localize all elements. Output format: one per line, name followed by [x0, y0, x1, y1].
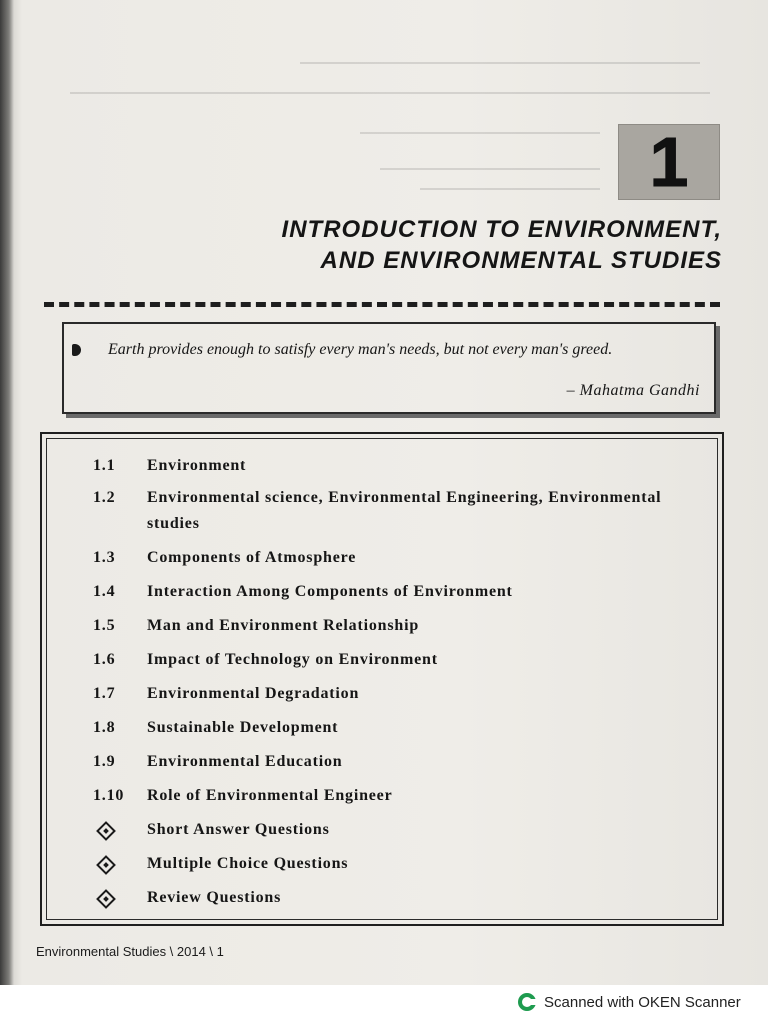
quote-bullet-icon — [72, 344, 81, 356]
toc-item-label: Environmental Education — [147, 753, 343, 770]
oken-logo-icon — [518, 993, 536, 1011]
bleed-through-line — [420, 188, 600, 190]
toc-extra-label: Multiple Choice Questions — [147, 855, 349, 872]
page-fold-shadow — [0, 0, 14, 985]
toc-item-number: 1.6 — [93, 651, 116, 668]
dashed-divider — [44, 302, 720, 307]
chapter-number-box — [618, 124, 720, 200]
toc-item-number: 1.9 — [93, 753, 116, 770]
toc-item-number: 1.1 — [93, 457, 116, 474]
scanner-watermark-text: Scanned with OKEN Scanner — [544, 993, 741, 1011]
diamond-bullet-icon — [96, 855, 116, 875]
toc-item-label: Impact of Technology on Environment — [147, 651, 438, 668]
quote-box — [62, 322, 716, 414]
scanner-watermark — [518, 990, 741, 1014]
toc-item-label: Environmental science, Environmental Engineering, Environmental studies — [147, 489, 662, 532]
table-of-contents-inner-border — [46, 438, 718, 920]
toc-item-label: Components of Atmosphere — [147, 549, 357, 566]
chapter-title — [282, 214, 722, 276]
toc-item-number: 1.4 — [93, 583, 116, 600]
toc-item-number: 1.7 — [93, 685, 116, 702]
bleed-through-line — [300, 62, 700, 64]
toc-item-label: Man and Environment Relationship — [147, 617, 420, 634]
quote-author: – Mahatma Gandhi — [566, 382, 700, 399]
toc-item-label: Environment — [147, 457, 247, 474]
toc-item-number: 1.8 — [93, 719, 116, 736]
quote-text: Earth provides enough to satisfy every man's needs, but not every man's greed. — [108, 341, 613, 358]
chapter-title-line-1: INTRODUCTION TO ENVIRONMENT, — [281, 216, 722, 243]
bleed-through-line — [380, 168, 600, 170]
toc-extra-label: Review Questions — [147, 889, 282, 906]
toc-extra-label: Short Answer Questions — [147, 821, 330, 838]
bleed-through-line — [360, 132, 600, 134]
toc-item-label: Environmental Degradation — [147, 685, 360, 702]
diamond-bullet-icon — [96, 821, 116, 841]
page-footer: Environmental Studies \ 2014 \ 1 — [36, 944, 224, 959]
toc-item-label: Interaction Among Components of Environment — [147, 583, 513, 600]
table-of-contents — [40, 432, 724, 926]
toc-item-label: Sustainable Development — [147, 719, 339, 736]
toc-item-number: 1.2 — [93, 489, 116, 506]
toc-item-number: 1.5 — [93, 617, 116, 634]
toc-item-number: 1.10 — [93, 787, 125, 804]
toc-item-label: Role of Environmental Engineer — [147, 787, 393, 804]
chapter-number: 1 — [649, 123, 689, 201]
chapter-title-line-2: AND ENVIRONMENTAL STUDIES — [320, 247, 722, 274]
diamond-bullet-icon — [96, 889, 116, 909]
bleed-through-line — [70, 92, 710, 94]
toc-item-number: 1.3 — [93, 549, 116, 566]
